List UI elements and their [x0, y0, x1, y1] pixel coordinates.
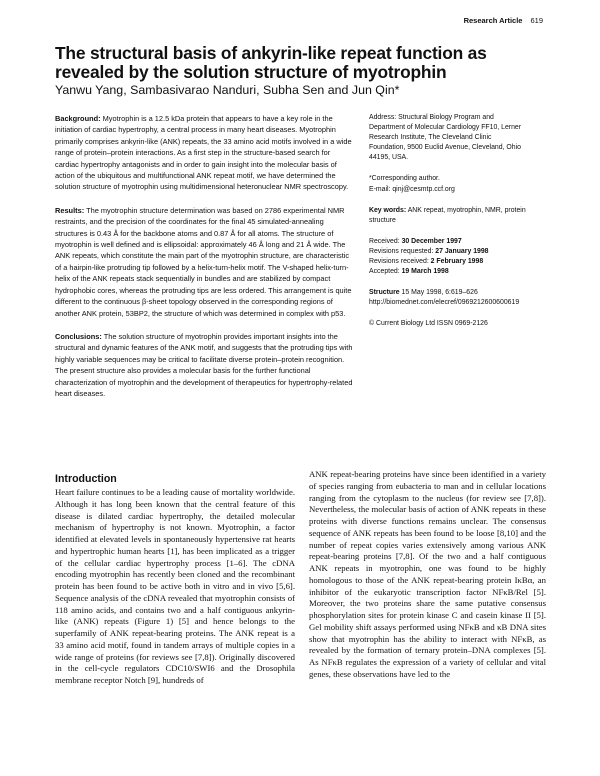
- results-text: The myotrophin structure determination was based on 2786 experimental NMR restraints, and the precision of the coordinates for the final 45 simulated-annealing structures is 0.43 Å for the backbone atoms and 0.87 Å for all atoms. The structure of myotrophin is well defined and is ellipsoidal: approximately 46 Å long and 21 Å wide. The ANK repeats, which constitute the main part of the myotrophin structure, are characteristic of a hairpin-like protruding tip followed by a helix-turn-helix motif. The V-shaped helix-turn-helix of the ANK repeats stack sequentially in bundles and are stabilized by compact hydrophobic cores, whereas the protruding tips are less ordered. This arrangement is quite different to the continuous β-sheet topology observed in the corresponding regions of another ANK protein, 53BP2, the structure of which was determined in complex with p53.: [55, 205, 352, 318]
- intro-column-left: Heart failure continues to be a leading cause of mortality worldwide. Although it has long been known that the central feature of this disease is dilated cardiac hypertrophy, the detailed molecular mechanism of hypertrophy is not known. Myotrophin, a factor identified at elevated levels in spontaneously hypertensive rat hearts and hypertrophic human hearts [1], has been implicated as a trigger of the cellular cardiac hypertrophy process [1–6]. The cDNA encoding myotrophin has recently been cloned and the recombinant protein has been found to be active both in vitro and in vivo [5,6]. Sequence analysis of the cDNA revealed that myotrophin consists of 118 amino acids, and contains two and a half contiguous ankyrin-like (ANK) repeats (Figure 1) [5] and hence belongs to the superfamily of ANK repeat-bearing proteins. The ANK repeat is a 33 amino acid motif, found in tandem arrays of multiple copies in a wide range of proteins (for reviews see [7,8]). Originally discovered in the cell-cycle regulators CDC10/SWI6 and the Drosophila membrane receptor Notch [9], hundreds of: [55, 487, 295, 685]
- keywords-label: Key words:: [369, 206, 407, 214]
- keywords-text: structure: [369, 216, 396, 224]
- corresponding-email[interactable]: E-mail: qinj@cesmtp.ccf.org: [369, 185, 455, 193]
- running-head: [464, 16, 543, 25]
- corresponding-note: *Corresponding author.: [369, 175, 440, 183]
- keywords-text: ANK repeat, myotrophin, NMR, protein: [406, 206, 526, 214]
- keywords: [369, 206, 559, 226]
- citation-text: 15 May 1998, 6:619–626: [399, 289, 478, 297]
- address-line: Research Institute, The Cleveland Clinic: [369, 134, 492, 142]
- address-line: 44195, USA.: [369, 154, 409, 162]
- address-block: [369, 113, 559, 163]
- date-label: Accepted:: [369, 268, 402, 276]
- article-title: The structural basis of ankyrin-like repeat function as revealed by the solution structure of myotrophin: [55, 43, 487, 82]
- date-label: Received:: [369, 237, 402, 245]
- background-text: Myotrophin is a 12.5 kDa protein that appears to have a key role in the initiation of cardiac hypertrophy, a central process in many heart diseases. Myotrophin primarily comprises ankyrin-like (ANK) repeats, the 33 amino acid motifs involved in a wide range of protein–protein interactions. As a first step in the structure-based search for cardiac hypertrophy antagonists and in order to gain insight into the molecular basis of action of the ubiquitous and multifunctional ANK repeat motif, we have determined the solution structure of myotrophin using multidimensional heteronuclear NMR spectroscopy.: [55, 114, 352, 192]
- page-number: 619: [530, 16, 543, 25]
- introduction-heading: Introduction: [55, 473, 117, 485]
- results-label: Results:: [55, 205, 85, 215]
- journal-name: Structure: [369, 289, 400, 297]
- copyright-text: © Current Biology Ltd ISSN 0969-2126: [369, 320, 488, 328]
- running-head-section: Research Article: [463, 16, 523, 25]
- address-line: Department of Molecular Cardiology FF10, Lerner: [369, 124, 522, 132]
- date-value: 19 March 1998: [401, 268, 449, 276]
- conclusions-text: The solution structure of myotrophin provides important insights into the structural and dynamic features of the ANK motif, and suggests that the protruding tips with highly variable sequences may be critical to facilitate diverse protein–protein recognition. The present structure also provides a molecular basis for the further functional characterization of myotrophin and the development of therapeutics for hypertrophy-related heart diseases.: [55, 331, 353, 398]
- citation: [369, 288, 559, 308]
- abstract-background: [55, 113, 355, 193]
- address-line: Address: Structural Biology Program and: [369, 114, 494, 121]
- date-label: Revisions requested:: [369, 247, 436, 255]
- background-label: Background:: [55, 114, 101, 123]
- article-url[interactable]: http://biomednet.com/elecref/0969212600600619: [369, 299, 520, 307]
- abstract: [55, 113, 355, 411]
- conclusions-label: Conclusions:: [55, 331, 102, 341]
- date-value: 27 January 1998: [435, 247, 489, 255]
- date-value: 2 February 1998: [430, 258, 484, 266]
- abstract-conclusions: [55, 331, 355, 399]
- date-value: 30 December 1997: [401, 237, 462, 245]
- corresponding-author: [369, 174, 559, 194]
- copyright: [369, 319, 559, 329]
- author-list: Yanwu Yang, Sambasivarao Nanduri, Subha Sen and Jun Qin*: [55, 83, 400, 97]
- history-dates: [369, 237, 559, 277]
- intro-column-right: ANK repeat-bearing proteins have since been identified in a variety of species ranging from eubacteria to man and in cellular locations ranging from the cytoplasm to the nucleus (for review see [7,8]). Nevertheless, the molecular basis of action of ANK repeats in these proteins with diverse functions remains unclear. The consensus sequence of ANK repeats has been found to be loose [8,10] and the number of repeat copies varies extensively among various ANK repeat-bearing proteins [7,8]. Of the two and a half contiguous ANK repeats in myotrophin, one was found to be highly homologous to those of the ANK repeat-bearing protein IκBα, an inhibitor of the eukaryotic transcription factor NFκB/Rel [5]. Moreover, the two proteins share the same putative consensus phosphorylation sites for protein kinase C and casein kinase II [5]. Gel mobility shift assays performed using NFκB and κB DNA sites show that myotrophin has the ability to interact with NFκB, as revealed by the formation of ternary protein–DNA complexes [5]. As NFκB regulates the expression of a variety of cellular and vital genes, these observations have led to the: [309, 469, 546, 679]
- address-line: Foundation, 9500 Euclid Avenue, Cleveland, Ohio: [369, 144, 521, 152]
- article-metadata: [369, 113, 559, 341]
- abstract-results: [55, 205, 355, 319]
- date-label: Revisions received:: [369, 258, 431, 266]
